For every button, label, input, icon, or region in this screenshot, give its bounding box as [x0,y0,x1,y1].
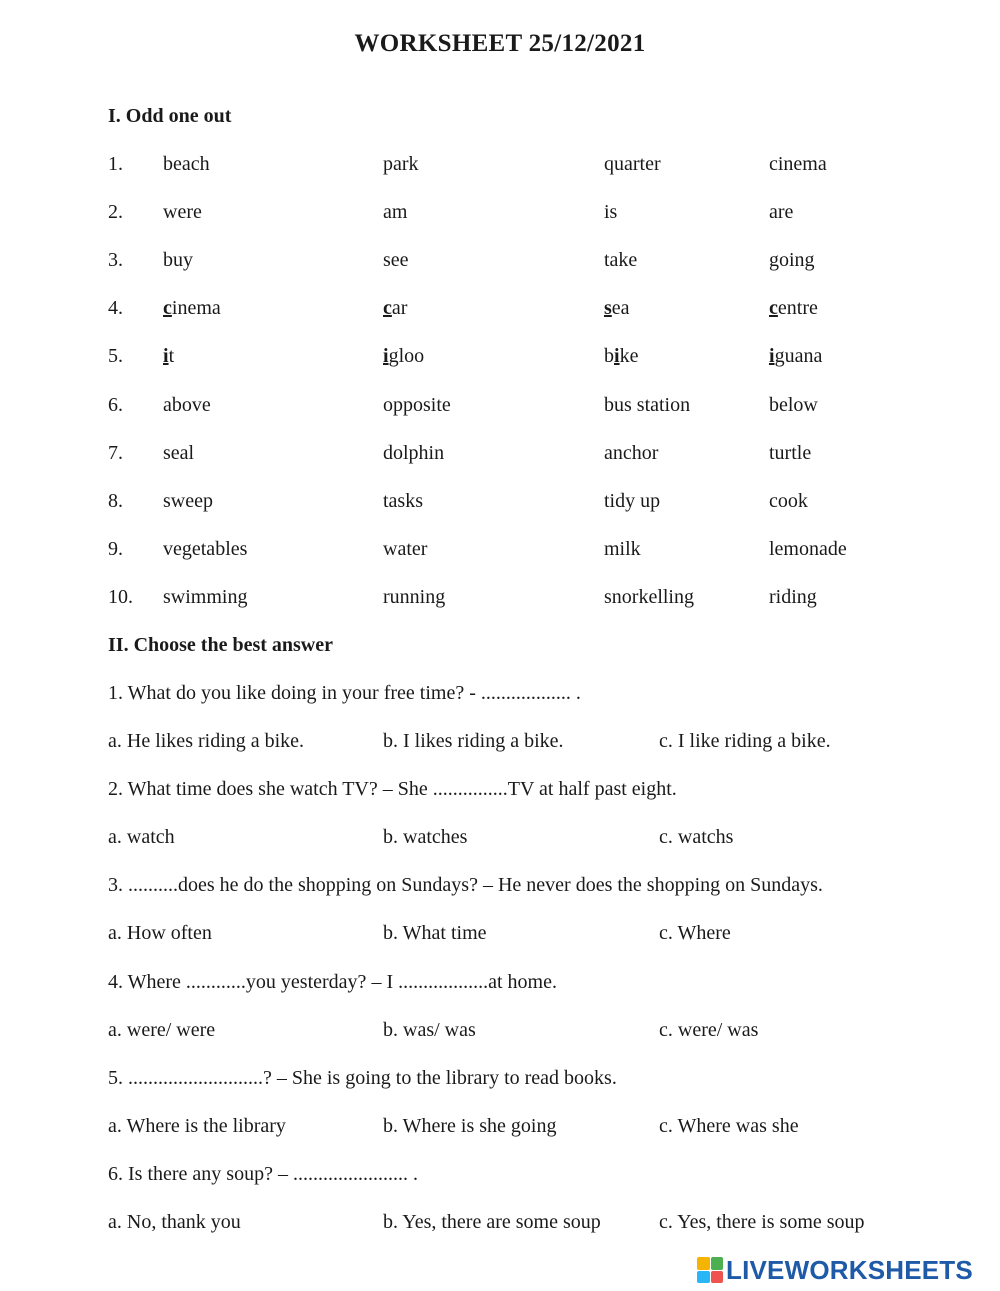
word-option [383,249,409,272]
word-suffix: park [383,153,419,175]
word-option [769,297,818,320]
word-suffix: milk [604,537,641,560]
word-suffix: am [383,201,408,224]
item-number: 7. [108,441,123,464]
odd-one-out-row [0,538,1000,568]
word-option [604,201,617,224]
word-option [163,297,221,320]
odd-one-out-row [0,345,1000,375]
underlined-letter: i [383,345,389,368]
underlined-letter: s [604,297,612,320]
word-option [163,249,193,272]
liveworksheets-logo[interactable] [697,1255,973,1285]
word-option [769,490,808,513]
word-option [769,201,793,224]
section-heading-odd-one-out: I. Odd one out [108,105,232,127]
word-suffix: running [383,585,446,608]
item-number: 10. [108,585,133,608]
word-option [383,297,407,320]
word-option [769,538,847,561]
word-option [383,442,444,465]
word-suffix: below [769,393,818,416]
underlined-letter: i [163,345,169,368]
item-number: 9. [108,537,123,560]
worksheet-title: WORKSHEET 25/12/2021 [354,30,646,57]
answer-option-c[interactable]: c. Where [659,922,731,945]
question-text: 3. ..........does he do the shopping on Sundays? – He never does the shopping on Sundays. [108,874,823,897]
item-number: 8. [108,489,123,512]
word-option [383,394,451,417]
liveworksheets-logo-icon [697,1257,723,1283]
word-suffix: ea [611,297,630,320]
word-suffix: tasks [383,489,423,512]
answer-option-a[interactable]: a. He likes riding a bike. [108,730,305,752]
answer-option-b[interactable]: b. Where is she going [383,1114,557,1137]
word-suffix: ke [619,345,639,368]
answer-option-a[interactable]: a. Where is the library [108,1114,286,1137]
underlined-letter: c [769,297,778,320]
word-suffix: above [163,393,211,416]
word-option [604,490,660,513]
underlined-letter: c [163,297,172,320]
item-number: 6. [108,393,123,416]
question-text: 5. ...........................? – She is going to the library to read books. [108,1066,617,1089]
answer-option-a[interactable]: a. watch [108,826,175,849]
word-suffix: see [383,249,409,272]
word-suffix: water [383,537,428,560]
underlined-letter: i [769,345,775,368]
answer-option-a[interactable]: a. No, thank you [108,1211,241,1233]
item-number: 4. [108,297,123,320]
word-suffix: guana [774,345,823,368]
logo-text: LIVEWORKSHEETS [726,1254,973,1285]
word-option [383,586,445,609]
word-suffix: sweep [163,489,213,512]
item-number: 3. [108,249,123,272]
odd-one-out-row [0,490,1000,520]
word-option [769,586,817,609]
word-suffix: going [769,249,815,272]
word-suffix: cinema [769,153,827,175]
word-option [769,249,815,272]
answer-option-c[interactable]: c. I like riding a bike. [659,730,831,752]
word-prefix: b [604,345,614,368]
word-option [769,394,818,417]
item-number: 5. [108,345,123,368]
word-suffix: beach [163,153,210,175]
question-text: 6. Is there any soup? – ....................... . [108,1163,418,1185]
word-option [769,153,827,176]
word-option [604,153,661,176]
word-option [163,586,247,609]
word-suffix: entre [777,297,818,320]
word-suffix: seal [163,441,195,464]
answer-option-c[interactable]: c. were/ was [659,1018,759,1041]
word-suffix: turtle [769,441,812,464]
odd-one-out-row [0,201,1000,231]
section-heading-choose-best-answer: II. Choose the best answer [108,634,333,656]
word-suffix: buy [163,249,193,272]
question-text: 2. What time does she watch TV? – She ...............TV at half past eight. [108,778,677,801]
word-option [163,394,211,417]
word-option [383,538,427,561]
word-suffix: opposite [383,393,451,416]
answer-option-c[interactable]: c. Yes, there is some soup [659,1211,865,1233]
word-suffix: take [604,249,638,272]
word-suffix: snorkelling [604,585,694,608]
word-option [604,394,690,417]
word-option [769,345,822,368]
word-suffix: is [604,201,618,224]
word-suffix: dolphin [383,441,445,464]
answer-option-c[interactable]: c. Where was she [659,1114,799,1137]
word-option [383,345,424,368]
word-option [163,153,210,176]
answer-option-b[interactable]: b. watches [383,826,468,849]
answer-option-b[interactable]: b. What time [383,922,487,945]
word-suffix: cook [769,489,808,512]
odd-one-out-row [0,442,1000,472]
word-suffix: are [769,201,794,224]
word-suffix: quarter [604,153,661,175]
word-option [163,201,202,224]
word-option [604,345,638,368]
answer-option-c[interactable]: c. watchs [659,826,734,849]
word-option [769,442,811,465]
word-option [604,442,658,465]
underlined-letter: i [614,345,620,368]
word-option [163,345,174,368]
word-option [604,586,694,609]
word-option [163,442,194,465]
word-option [383,201,407,224]
word-suffix: bus station [604,393,691,416]
item-number: 2. [108,201,123,224]
question-text: 4. Where ............you yesterday? – I ..................at home. [108,970,557,993]
word-suffix: vegetables [163,537,248,560]
word-suffix: lemonade [769,537,847,560]
underlined-letter: c [383,297,392,320]
answer-option-b[interactable]: b. Yes, there are some soup [383,1211,601,1233]
item-number: 1. [108,153,123,175]
word-suffix: anchor [604,441,659,464]
word-suffix: tidy up [604,489,661,512]
word-option [163,490,213,513]
answer-option-b[interactable]: b. was/ was [383,1018,476,1041]
odd-one-out-row [0,153,1000,183]
word-option [163,538,247,561]
word-suffix: inema [171,297,221,320]
odd-one-out-row [0,249,1000,279]
word-suffix: were [163,201,202,224]
word-option [604,538,641,561]
odd-one-out-row [0,297,1000,327]
word-suffix: swimming [163,585,248,608]
word-suffix: t [168,345,175,368]
question-text: 1. What do you like doing in your free time? - .................. . [108,682,581,704]
odd-one-out-row [0,394,1000,424]
word-option [604,297,630,320]
word-suffix: ar [391,297,408,320]
answer-option-a[interactable]: a. were/ were [108,1018,216,1041]
answer-option-b[interactable]: b. I likes riding a bike. [383,730,564,752]
word-suffix: gloo [388,345,425,368]
word-suffix: riding [769,585,817,608]
odd-one-out-row [0,586,1000,616]
word-option [383,153,419,176]
word-option [604,249,637,272]
word-option [383,490,423,513]
answer-option-a[interactable]: a. How often [108,922,212,945]
